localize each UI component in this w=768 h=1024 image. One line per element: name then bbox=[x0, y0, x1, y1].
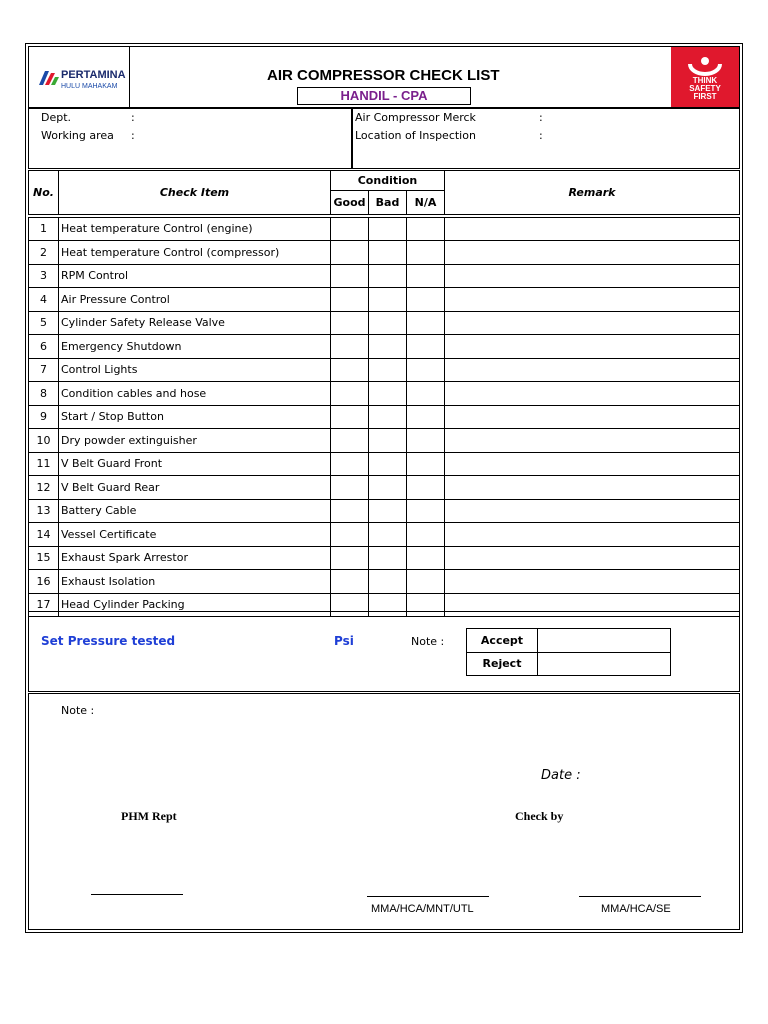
safety-swirl-icon bbox=[685, 51, 725, 77]
row-number: 3 bbox=[29, 264, 59, 288]
row-number: 1 bbox=[29, 217, 59, 241]
row-bad-cell[interactable] bbox=[369, 523, 407, 547]
row-na-cell[interactable] bbox=[407, 358, 445, 382]
location-colon: : bbox=[539, 129, 543, 142]
row-number: 4 bbox=[29, 288, 59, 312]
row-na-cell[interactable] bbox=[407, 311, 445, 335]
signature-line-3[interactable] bbox=[579, 896, 701, 897]
row-na-cell[interactable] bbox=[407, 546, 445, 570]
page-subtitle: HANDIL - CPA bbox=[297, 87, 471, 105]
row-na-cell[interactable] bbox=[407, 476, 445, 500]
col-na-header: N/A bbox=[407, 191, 445, 215]
working-area-colon: : bbox=[131, 129, 135, 142]
row-check-item: Exhaust Isolation bbox=[59, 570, 331, 594]
row-remark-cell[interactable] bbox=[445, 335, 740, 359]
row-remark-cell[interactable] bbox=[445, 570, 740, 594]
row-bad-cell[interactable] bbox=[369, 476, 407, 500]
row-bad-cell[interactable] bbox=[369, 405, 407, 429]
row-number: 6 bbox=[29, 335, 59, 359]
row-na-cell[interactable] bbox=[407, 264, 445, 288]
row-good-cell[interactable] bbox=[331, 523, 369, 547]
row-check-item: Dry powder extinguisher bbox=[59, 429, 331, 453]
badge-line-2: SAFETY bbox=[689, 84, 721, 93]
row-good-cell[interactable] bbox=[331, 452, 369, 476]
accept-reject-table bbox=[466, 628, 671, 676]
table-row bbox=[29, 335, 740, 359]
row-good-cell[interactable] bbox=[331, 499, 369, 523]
row-na-cell[interactable] bbox=[407, 241, 445, 265]
footer-note-label: Note : bbox=[61, 704, 95, 717]
pressure-box bbox=[28, 611, 740, 692]
reject-label: Reject bbox=[467, 652, 538, 676]
table-row bbox=[29, 358, 740, 382]
pressure-note-label: Note : bbox=[411, 635, 445, 648]
row-remark-cell[interactable] bbox=[445, 358, 740, 382]
footer-box bbox=[28, 693, 740, 930]
row-good-cell[interactable] bbox=[331, 476, 369, 500]
merck-label: Air Compressor Merck bbox=[355, 111, 476, 124]
row-remark-cell[interactable] bbox=[445, 264, 740, 288]
row-number: 14 bbox=[29, 523, 59, 547]
row-good-cell[interactable] bbox=[331, 358, 369, 382]
badge-line-1: THINK bbox=[692, 76, 718, 85]
row-remark-cell[interactable] bbox=[445, 288, 740, 312]
row-bad-cell[interactable] bbox=[369, 570, 407, 594]
signature-line-1[interactable] bbox=[91, 894, 183, 895]
row-check-item: Control Lights bbox=[59, 358, 331, 382]
checklist-table bbox=[28, 170, 740, 617]
table-row bbox=[29, 217, 740, 241]
col-remark-header: Remark bbox=[445, 171, 740, 215]
row-number: 16 bbox=[29, 570, 59, 594]
row-good-cell[interactable] bbox=[331, 546, 369, 570]
info-box bbox=[28, 108, 740, 169]
row-na-cell[interactable] bbox=[407, 523, 445, 547]
table-row bbox=[29, 523, 740, 547]
row-na-cell[interactable] bbox=[407, 570, 445, 594]
table-row bbox=[29, 382, 740, 406]
row-good-cell[interactable] bbox=[331, 570, 369, 594]
row-good-cell[interactable] bbox=[331, 241, 369, 265]
row-bad-cell[interactable] bbox=[369, 288, 407, 312]
dept-colon: : bbox=[131, 111, 135, 124]
logo-sub: HULU MAHAKAM bbox=[61, 83, 118, 90]
reject-cell[interactable] bbox=[538, 652, 671, 676]
row-check-item: Cylinder Safety Release Valve bbox=[59, 311, 331, 335]
row-remark-cell[interactable] bbox=[445, 476, 740, 500]
accept-label: Accept bbox=[467, 629, 538, 653]
row-bad-cell[interactable] bbox=[369, 241, 407, 265]
row-check-item: V Belt Guard Front bbox=[59, 452, 331, 476]
row-good-cell[interactable] bbox=[331, 335, 369, 359]
row-bad-cell[interactable] bbox=[369, 429, 407, 453]
table-row bbox=[29, 452, 740, 476]
accept-cell[interactable] bbox=[538, 629, 671, 653]
row-bad-cell[interactable] bbox=[369, 452, 407, 476]
pressure-unit: Psi bbox=[334, 634, 354, 648]
safety-badge bbox=[671, 47, 739, 107]
set-pressure-label: Set Pressure tested bbox=[41, 634, 176, 648]
row-remark-cell[interactable] bbox=[445, 499, 740, 523]
row-remark-cell[interactable] bbox=[445, 241, 740, 265]
row-check-item: Exhaust Spark Arrestor bbox=[59, 546, 331, 570]
date-label: Date : bbox=[541, 768, 581, 783]
row-remark-cell[interactable] bbox=[445, 523, 740, 547]
row-bad-cell[interactable] bbox=[369, 382, 407, 406]
row-good-cell[interactable] bbox=[331, 382, 369, 406]
row-check-item: Condition cables and hose bbox=[59, 382, 331, 406]
table-row bbox=[29, 429, 740, 453]
row-bad-cell[interactable] bbox=[369, 499, 407, 523]
row-check-item: Heat temperature Control (compressor) bbox=[59, 241, 331, 265]
row-bad-cell[interactable] bbox=[369, 546, 407, 570]
row-remark-cell[interactable] bbox=[445, 452, 740, 476]
row-check-item: Vessel Certificate bbox=[59, 523, 331, 547]
table-row bbox=[29, 288, 740, 312]
merck-colon: : bbox=[539, 111, 543, 124]
row-number: 12 bbox=[29, 476, 59, 500]
working-area-label: Working area bbox=[41, 129, 114, 142]
col-bad-header: Bad bbox=[369, 191, 407, 215]
table-row bbox=[29, 546, 740, 570]
row-number: 7 bbox=[29, 358, 59, 382]
row-check-item: Air Pressure Control bbox=[59, 288, 331, 312]
row-check-item: Emergency Shutdown bbox=[59, 335, 331, 359]
row-good-cell[interactable] bbox=[331, 264, 369, 288]
row-na-cell[interactable] bbox=[407, 288, 445, 312]
row-good-cell[interactable] bbox=[331, 217, 369, 241]
row-number: 2 bbox=[29, 241, 59, 265]
table-row bbox=[29, 241, 740, 265]
row-bad-cell[interactable] bbox=[369, 335, 407, 359]
row-remark-cell[interactable] bbox=[445, 405, 740, 429]
row-remark-cell[interactable] bbox=[445, 429, 740, 453]
row-na-cell[interactable] bbox=[407, 429, 445, 453]
row-number: 13 bbox=[29, 499, 59, 523]
sig-label-1: MMA/HCA/MNT/UTL bbox=[371, 903, 474, 915]
row-number: 8 bbox=[29, 382, 59, 406]
row-number: 9 bbox=[29, 405, 59, 429]
col-good-header: Good bbox=[331, 191, 369, 215]
logo bbox=[29, 47, 130, 107]
row-number: 10 bbox=[29, 429, 59, 453]
header-box bbox=[28, 46, 740, 108]
row-check-item: Head Cylinder Packing bbox=[59, 593, 331, 617]
phm-rept-label: PHM Rept bbox=[121, 809, 177, 823]
pertamina-logo-icon bbox=[37, 67, 59, 87]
row-good-cell[interactable] bbox=[331, 288, 369, 312]
row-check-item: Battery Cable bbox=[59, 499, 331, 523]
row-remark-cell[interactable] bbox=[445, 217, 740, 241]
table-row bbox=[29, 476, 740, 500]
row-number: 15 bbox=[29, 546, 59, 570]
row-remark-cell[interactable] bbox=[445, 382, 740, 406]
info-divider bbox=[351, 109, 353, 168]
table-row bbox=[29, 405, 740, 429]
row-number: 17 bbox=[29, 593, 59, 617]
row-remark-cell[interactable] bbox=[445, 311, 740, 335]
table-row bbox=[29, 570, 740, 594]
row-check-item: RPM Control bbox=[59, 264, 331, 288]
row-na-cell[interactable] bbox=[407, 499, 445, 523]
row-good-cell[interactable] bbox=[331, 405, 369, 429]
table-row bbox=[29, 499, 740, 523]
row-bad-cell[interactable] bbox=[369, 217, 407, 241]
row-na-cell[interactable] bbox=[407, 382, 445, 406]
row-na-cell[interactable] bbox=[407, 405, 445, 429]
row-number: 5 bbox=[29, 311, 59, 335]
dept-label: Dept. bbox=[41, 111, 72, 124]
row-bad-cell[interactable] bbox=[369, 264, 407, 288]
table-row bbox=[29, 311, 740, 335]
row-na-cell[interactable] bbox=[407, 217, 445, 241]
location-label: Location of Inspection bbox=[355, 129, 476, 142]
row-remark-cell[interactable] bbox=[445, 546, 740, 570]
row-na-cell[interactable] bbox=[407, 335, 445, 359]
row-bad-cell[interactable] bbox=[369, 311, 407, 335]
row-good-cell[interactable] bbox=[331, 311, 369, 335]
col-item-header: Check Item bbox=[59, 171, 331, 215]
check-by-label: Check by bbox=[515, 809, 564, 823]
row-check-item: Start / Stop Button bbox=[59, 405, 331, 429]
row-check-item: V Belt Guard Rear bbox=[59, 476, 331, 500]
col-condition-header: Condition bbox=[331, 171, 445, 191]
row-check-item: Heat temperature Control (engine) bbox=[59, 217, 331, 241]
row-number: 11 bbox=[29, 452, 59, 476]
page-title: AIR COMPRESSOR CHECK LIST bbox=[267, 67, 500, 84]
badge-line-3: FIRST bbox=[693, 92, 717, 101]
table-row bbox=[29, 264, 740, 288]
row-na-cell[interactable] bbox=[407, 452, 445, 476]
row-bad-cell[interactable] bbox=[369, 358, 407, 382]
sig-label-2: MMA/HCA/SE bbox=[601, 903, 671, 915]
signature-line-2[interactable] bbox=[367, 896, 489, 897]
col-no-header: No. bbox=[29, 171, 59, 215]
logo-name: PERTAMINA bbox=[61, 69, 126, 81]
row-good-cell[interactable] bbox=[331, 429, 369, 453]
